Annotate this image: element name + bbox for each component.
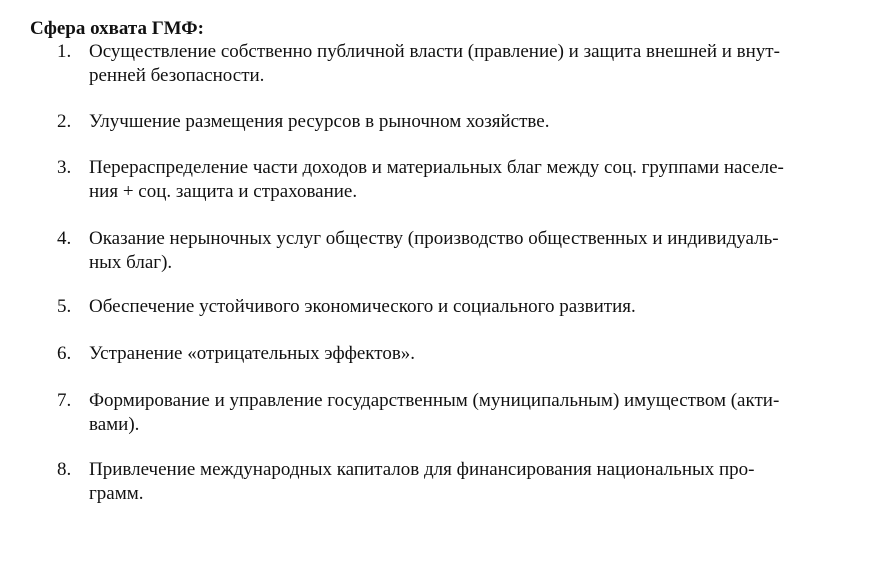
item-number: 1. (57, 41, 72, 62)
item-text-line: Формирование и управление государственным (муниципальным) имуществом (акти- (89, 390, 780, 411)
item-text-line: Перераспределение части доходов и материальных благ между соц. группами населе- (89, 157, 784, 178)
item-number: 4. (57, 228, 72, 249)
item-text-line: грамм. (89, 483, 144, 504)
item-text-line: ных благ). (89, 252, 173, 273)
item-text (89, 458, 834, 506)
item-number: 7. (57, 390, 72, 411)
item-number: 3. (57, 157, 72, 178)
page-title: Сфера охвата ГМФ: (30, 18, 204, 39)
item-text-line: Обеспечение устойчивого экономического и социального развития. (89, 296, 636, 317)
item-text-line: Привлечение международных капиталов для финансирования национальных про- (89, 459, 755, 480)
item-number: 2. (57, 111, 72, 132)
item-text (89, 389, 834, 437)
item-number: 8. (57, 459, 72, 480)
item-text-line: ренней безопасности. (89, 65, 265, 86)
item-text-line: Устранение «отрицательных эффектов». (89, 343, 416, 364)
item-text (89, 40, 834, 88)
item-text-line: вами). (89, 414, 140, 435)
item-text (89, 295, 834, 319)
item-number: 6. (57, 343, 72, 364)
item-text-line: Улучшение размещения ресурсов в рыночном хозяйстве. (89, 111, 550, 132)
item-text-line: Оказание нерыночных услуг обществу (производство общественных и индивидуаль- (89, 228, 779, 249)
item-text (89, 110, 834, 134)
item-text (89, 156, 834, 204)
item-text-line: Осуществление собственно публичной власти (правление) и защита внешней и внут- (89, 41, 780, 62)
item-number: 5. (57, 296, 72, 317)
item-text (89, 342, 834, 366)
item-text (89, 227, 834, 275)
item-text-line: ния + соц. защита и страхование. (89, 181, 358, 202)
